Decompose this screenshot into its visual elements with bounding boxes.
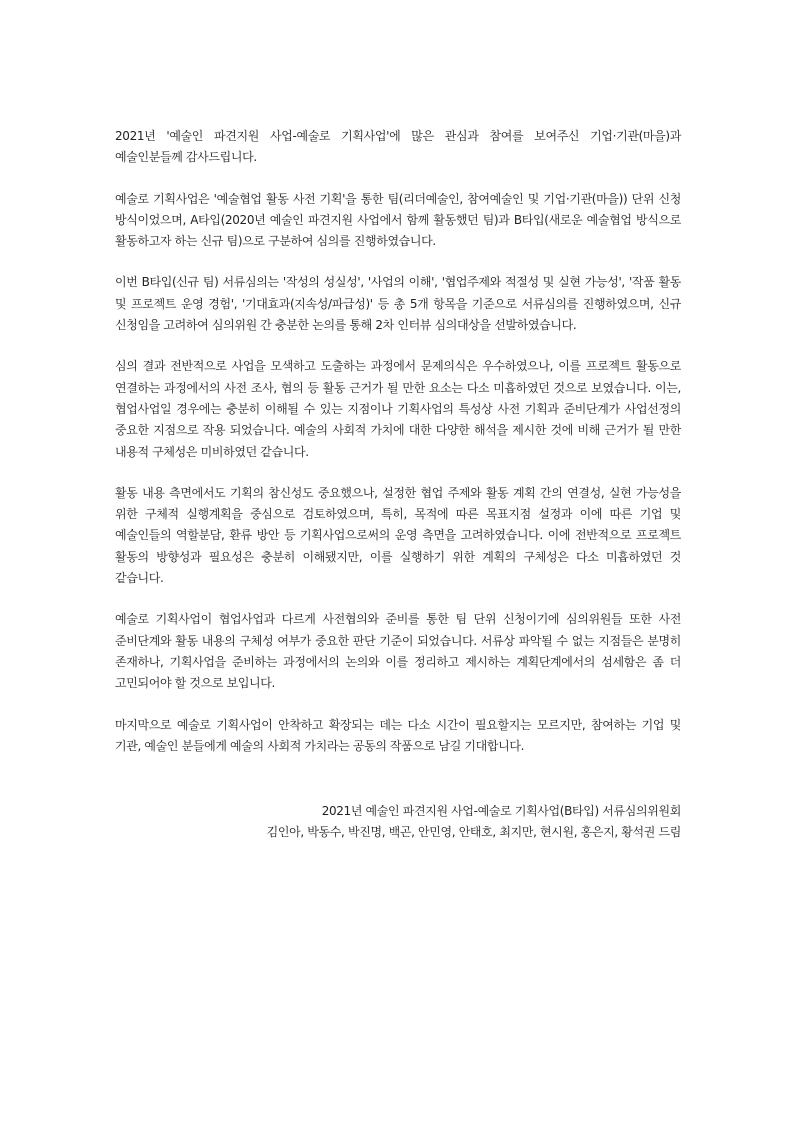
paragraph-program-overview: 예술로 기획사업은 '예술협업 활동 사전 기획'을 통한 팀(리더예술인, 참여예술인 및 기업·기관(마을)) 단위 신청 방식이었으며, A타입(2020년 예술인 파견지원 사업에서 함께 활동했던 팀)과 B타입(새로운 예술협업 방식으로 활동하고자 하는 신규 팀)으로 구분하여 심의를 진행하였습니다. [115,191,681,249]
document-page [115,126,681,844]
paragraph-activity-content: 활동 내용 측면에서도 기획의 참신성도 중요했으나, 설정한 협업 주제와 활동 계획 간의 연결성, 실현 가능성을 위한 구체적 실행계획을 중심으로 검토하였으며, 특히, 목적에 따른 목표지점 설정과 이에 따른 기업 및 예술인들의 역할분담, 환류 방안 등 기획사업으로써의 운영 측면을 고려하였습니다. 이에 전반적으로 프로젝트 활동의 방향성과 필요성은 충분히 이해됐지만, 이를 실행하기 위한 계획의 구체성은 다소 미흡하였던 것 같습니다. [115,485,681,586]
signature-block [115,801,681,844]
paragraph-planning-notes: 예술로 기획사업이 협업사업과 다르게 사전협의와 준비를 통한 팀 단위 신청이기에 심의위원들 또한 사전 준비단계와 활동 내용의 구체성 여부가 중요한 판단 기준이 되었습니다. 서류상 파악될 수 없는 지점들은 분명히 존재하나, 기획사업을 준비하는 과정에서의 논의와 이를 정리하고 제시하는 계획단계에서의 섬세함은 좀 더 고민되어야 할 것으로 보입니다. [115,612,681,691]
paragraph-closing: 마지막으로 예술로 기획사업이 안착하고 확장되는 데는 다소 시간이 필요할지는 모르지만, 참여하는 기업 및 기관, 예술인 분들에게 예술의 사회적 가치라는 공동의 작품으로 남길 기대합니다. [115,717,681,753]
paragraph-review-results: 심의 결과 전반적으로 사업을 모색하고 도출하는 과정에서 문제의식은 우수하였으나, 이를 프로젝트 활동으로 연결하는 과정에서의 사전 조사, 협의 등 활동 근거가 될 만한 요소는 다소 미흡하였던 것으로 보였습니다. 이는, 협업사업일 경우에는 충분히 이해될 수 있는 지점이나 기획사업의 특성상 사전 기획과 준비단계가 사업선정의 중요한 지점으로 작용 되었습니다. 예술의 사회적 가치에 대한 다양한 해석을 제시한 것에 비해 근거가 될 만한 내용적 구체성은 미비하였던 같습니다. [115,359,681,459]
paragraph-thanks: 2021년 '예술인 파견지원 사업-예술로 기획사업'에 많은 관심과 참여를 보여주신 기업·기관(마을)과 예술인분들께 감사드립니다. [115,129,681,165]
signature-committee: 2021년 예술인 파견지원 사업-예술로 기획사업(B타입) 서류심의위원회 [321,804,681,819]
paragraph-review-criteria: 이번 B타입(신규 팀) 서류심의는 '작성의 성실성', '사업의 이해', '협업주제와 적절성 및 실현 가능성', '작품 활동 및 프로젝트 운영 경험', '기대효과(지속성/파급성)' 등 총 5개 항목을 기준으로 서류심의를 진행하였으며, 신규 신청임을 고려하여 심의위원 간 충분한 논의를 통해 2차 인터뷰 심의대상을 선발하였습니다. [115,275,681,333]
signature-members: 김인아, 박동수, 박진명, 백곤, 안민영, 안태호, 최지만, 현시원, 홍은지, 황석권 드림 [266,825,681,840]
